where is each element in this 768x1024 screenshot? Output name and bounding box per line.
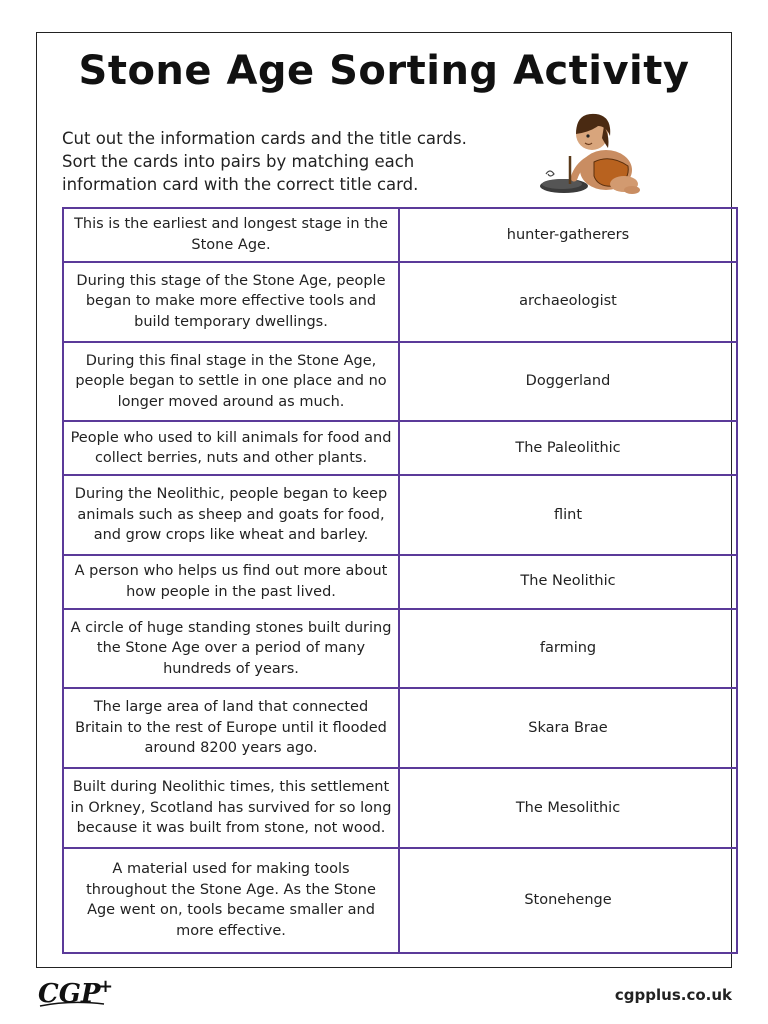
card-row <box>63 475 737 555</box>
information-card: During this stage of the Stone Age, people began to make more effective tools and build temporary dwellings. <box>63 262 399 342</box>
information-card: The large area of land that connected Britain to the rest of Europe until it flooded around 8200 years ago. <box>63 688 399 768</box>
card-row <box>63 555 737 609</box>
title-card: hunter-gatherers <box>399 208 737 262</box>
information-card: This is the earliest and longest stage in the Stone Age. <box>63 208 399 262</box>
card-row <box>63 848 737 953</box>
title-card: flint <box>399 475 737 555</box>
footer-url: cgpplus.co.uk <box>614 986 732 1004</box>
information-card: During the Neolithic, people began to keep animals such as sheep and goats for food, and grow crops like wheat and barley. <box>63 475 399 555</box>
card-row <box>63 421 737 475</box>
instructions-text: Cut out the information cards and the title cards. Sort the cards into pairs by matching each information card with the correct title card. <box>62 129 467 194</box>
card-row <box>63 342 737 422</box>
title-card: The Mesolithic <box>399 768 737 848</box>
title-card: archaeologist <box>399 262 737 342</box>
title-card: Doggerland <box>399 342 737 422</box>
information-card: During this final stage in the Stone Age, people began to settle in one place and no longer moved around as much. <box>63 342 399 422</box>
svg-text:CGP: CGP <box>38 979 101 1009</box>
page-title: Stone Age Sorting Activity <box>78 48 690 94</box>
title-card: Stonehenge <box>399 848 737 953</box>
title-card: The Paleolithic <box>399 421 737 475</box>
information-card: A person who helps us find out more about how people in the past lived. <box>63 555 399 609</box>
sorting-cards-table <box>62 207 738 954</box>
information-card: Built during Neolithic times, this settlement in Orkney, Scotland has survived for so long because it was built from stone, not wood. <box>63 768 399 848</box>
title-card: Skara Brae <box>399 688 737 768</box>
title-card: The Neolithic <box>399 555 737 609</box>
information-card: A material used for making tools throughout the Stone Age. As the Stone Age went on, tools became smaller and more effective. <box>63 848 399 953</box>
card-row <box>63 609 737 689</box>
information-card: People who used to kill animals for food and collect berries, nuts and other plants. <box>63 421 399 475</box>
svg-text:+: + <box>98 976 114 997</box>
card-row <box>63 208 737 262</box>
information-card: A circle of huge standing stones built during the Stone Age over a period of many hundreds of years. <box>63 609 399 689</box>
cgp-logo <box>36 976 116 1010</box>
title-card: farming <box>399 609 737 689</box>
card-row <box>63 688 737 768</box>
card-row <box>63 262 737 342</box>
caveman-illustration <box>536 104 646 200</box>
card-row <box>63 768 737 848</box>
